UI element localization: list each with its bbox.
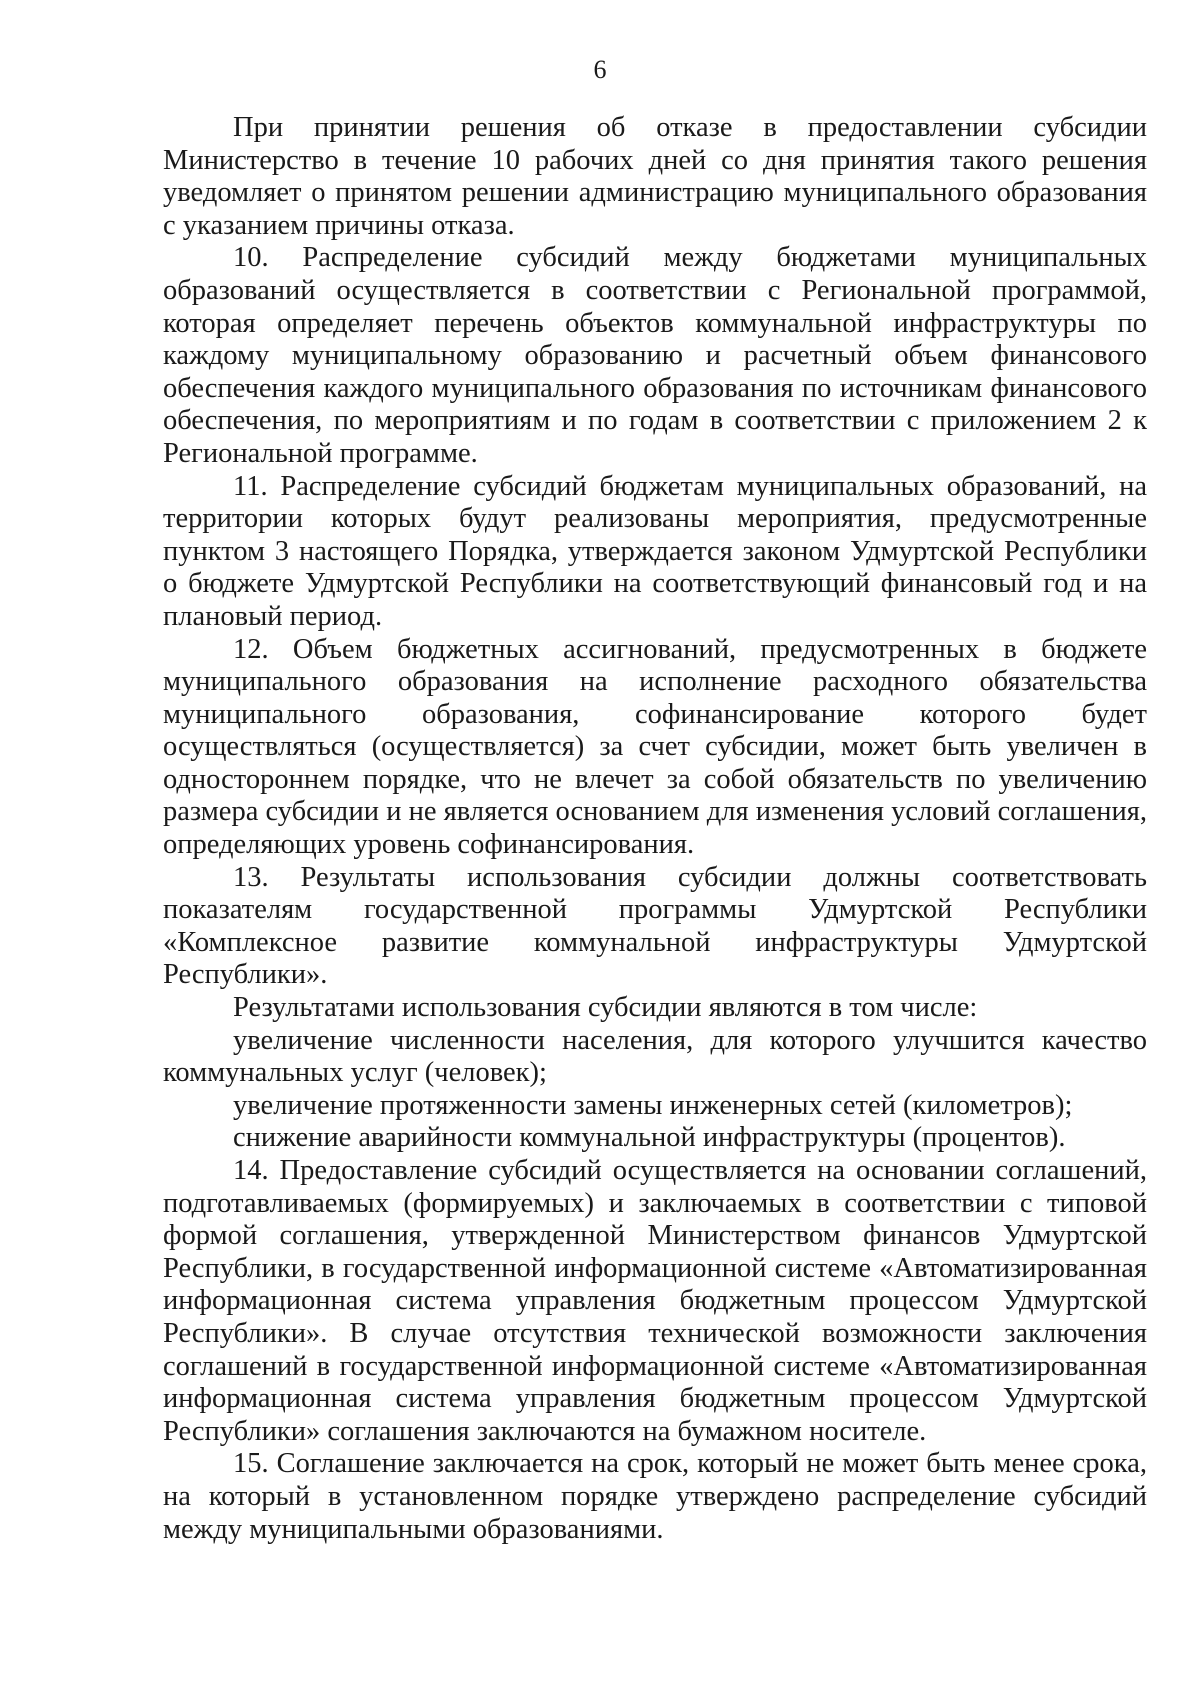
paragraph-11: 11. Распределение субсидий бюджетам муниципальных образований, на территории которых будут реализованы мероприятия, предусмотренные пунктом 3 настоящего Порядка, утверждается законом Удмуртской Республики о бюджете Удмуртской Республики на соответствующий финансовый год и на плановый период. (163, 470, 1147, 632)
paragraph-15: 15. Соглашение заключается на срок, который не может быть менее срока, на который в установленном порядке утверждено распределение субсидий между муниципальными образованиями. (163, 1448, 1147, 1545)
paragraph-results-intro: Результатами использования субсидии являются в том числе: (233, 992, 978, 1024)
paragraph-10: 10. Распределение субсидий между бюджетами муниципальных образований осуществляется в соответствии с Региональной программой, которая определяет перечень объектов коммунальной инфраструктуры по каждому муниципальному образованию и расчетный объем финансового обеспечения каждого муниципального образования по источникам финансового обеспечения, по мероприятиям и по годам в соответствии с приложением 2 к Региональной программе. (163, 242, 1147, 469)
paragraph-refusal-notice: При принятии решения об отказе в предоставлении субсидии Министерство в течение 10 рабочих дней со дня принятия такого решения уведомляет о принятом решении администрацию муниципального образования с указанием причины отказа. (163, 112, 1147, 241)
document-body (163, 112, 1147, 1546)
paragraph-14: 14. Предоставление субсидий осуществляется на основании соглашений, подготавливаемых (формируемых) и заключаемых в соответствии с типовой формой соглашения, утвержденной Министерством финансов Удмуртской Республики, в государственной информационной системе «Автоматизированная информационная система управления бюджетным процессом Удмуртской Республики». В случае отсутствия технической возможности заключения соглашений в государственной информационной системе «Автоматизированная информационная система управления бюджетным процессом Удмуртской Республики» соглашения заключаются на бумажном носителе. (163, 1155, 1147, 1447)
paragraph-result-population: увеличение численности населения, для которого улучшится качество коммунальных услуг (человек); (163, 1024, 1147, 1089)
paragraph-12: 12. Объем бюджетных ассигнований, предусмотренных в бюджете муниципального образования на исполнение расходного обязательства муниципального образования, софинансирование которого будет осуществляться (осуществляется) за счет субсидии, может быть увеличен в одностороннем порядке, что не влечет за собой обязательств по увеличению размера субсидии и не является основанием для изменения условий соглашения, определяющих уровень софинансирования. (163, 633, 1147, 861)
paragraph-13: 13. Результаты использования субсидии должны соответствовать показателям государственной программы Удмуртской Республики «Комплексное развитие коммунальной инфраструктуры Удмуртской Республики». (163, 861, 1147, 991)
page-number: 6 (593, 55, 607, 84)
paragraph-result-networks: увеличение протяженности замены инженерных сетей (километров); (233, 1089, 1073, 1121)
paragraph-result-accidents: снижение аварийности коммунальной инфраструктуры (процентов). (233, 1122, 1066, 1154)
